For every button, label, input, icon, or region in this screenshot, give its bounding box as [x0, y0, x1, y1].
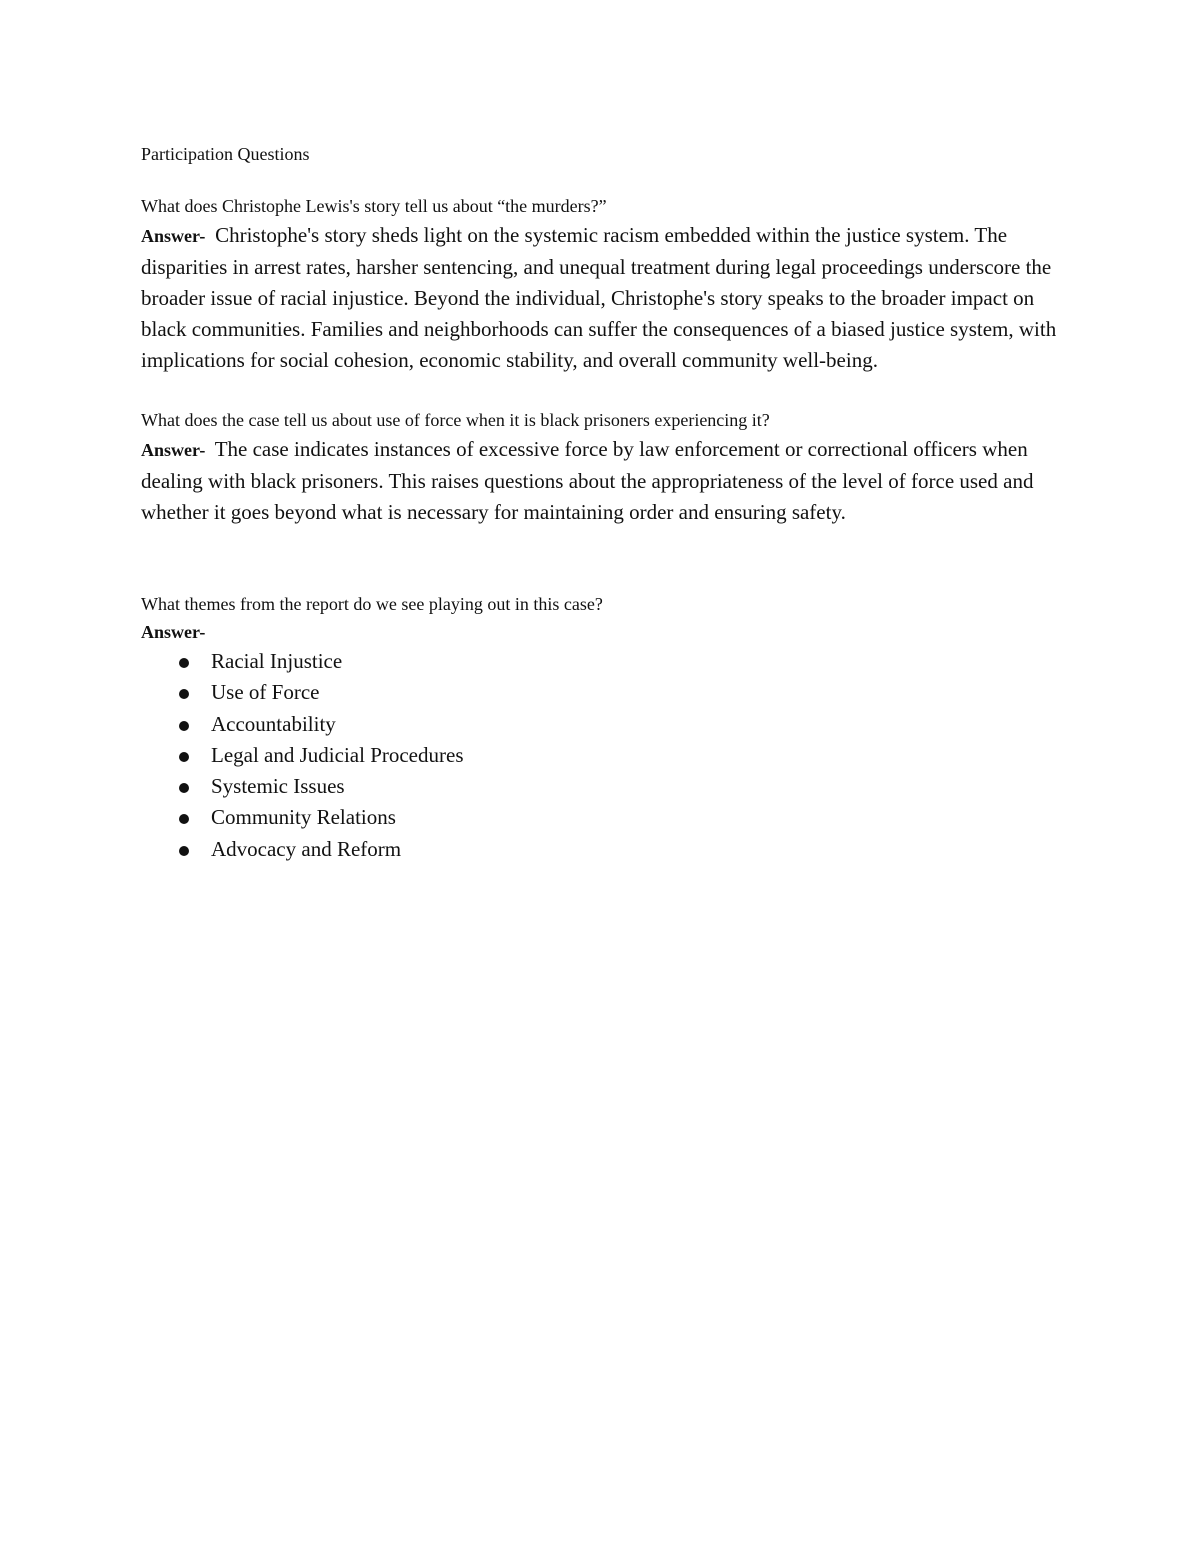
question-text: What does Christophe Lewis's story tell us about “the murders?”	[141, 196, 607, 216]
list-item: Systemic Issues	[141, 771, 1066, 802]
bullet-icon	[179, 689, 189, 699]
answer-label: Answer	[141, 226, 200, 246]
list-item: Accountability	[141, 709, 1066, 740]
list-item: Advocacy and Reform	[141, 834, 1066, 865]
page-title: Participation Questions	[141, 144, 310, 164]
themes-list	[141, 646, 1066, 865]
question-block-2	[141, 406, 1066, 528]
question-block-3	[141, 590, 1066, 865]
list-item: Racial Injustice	[141, 646, 1066, 677]
list-item: Community Relations	[141, 802, 1066, 833]
document-body	[141, 140, 1066, 865]
answer-body: Christophe's story sheds light on the systemic racism embedded within the justice system. The disparities in arrest rates, harsher sentencing, and unequal treatment during legal proceedings underscore the broader issue of racial injustice. Beyond the individual, Christophe's story speaks to the broader impact on black communities. Families and neighborhoods can suffer the consequences of a biased justice system, with implications for social cohesion, economic stability, and overall community well-being.	[141, 223, 1057, 372]
bullet-icon	[179, 783, 189, 793]
answer-label: Answer	[141, 622, 200, 642]
bullet-icon	[179, 752, 189, 762]
answer-text: Answer- Christophe's story sheds light on the systemic racism embedded within the justice system. The disparities in arrest rates, harsher sentencing, and unequal treatment during legal proceedings underscore the broader issue of racial injustice. Beyond the individual, Christophe's story speaks to the broader impact on black communities. Families and neighborhoods can suffer the consequences of a biased justice system, with implications for social cohesion, economic stability, and overall community well-being.	[141, 223, 1057, 372]
answer-text: Answer- The case indicates instances of excessive force by law enforcement or correctional officers when dealing with black prisoners. This raises questions about the appropriateness of the level of force used and whether it goes beyond what is necessary for maintaining order and ensuring safety.	[141, 437, 1034, 524]
bullet-icon	[179, 658, 189, 668]
answer-body: The case indicates instances of excessive force by law enforcement or correctional officers when dealing with black prisoners. This raises questions about the appropriateness of the level of force used and whether it goes beyond what is necessary for maintaining order and ensuring safety.	[141, 437, 1034, 524]
list-item: Legal and Judicial Procedures	[141, 740, 1066, 771]
answer-heading: Answer-	[141, 622, 206, 642]
question-text: What themes from the report do we see playing out in this case?	[141, 594, 603, 614]
list-item: Use of Force	[141, 677, 1066, 708]
answer-label: Answer	[141, 440, 200, 460]
question-text: What does the case tell us about use of force when it is black prisoners experiencing it?	[141, 410, 770, 430]
bullet-icon	[179, 846, 189, 856]
bullet-icon	[179, 814, 189, 824]
bullet-icon	[179, 721, 189, 731]
question-block-1	[141, 192, 1066, 376]
